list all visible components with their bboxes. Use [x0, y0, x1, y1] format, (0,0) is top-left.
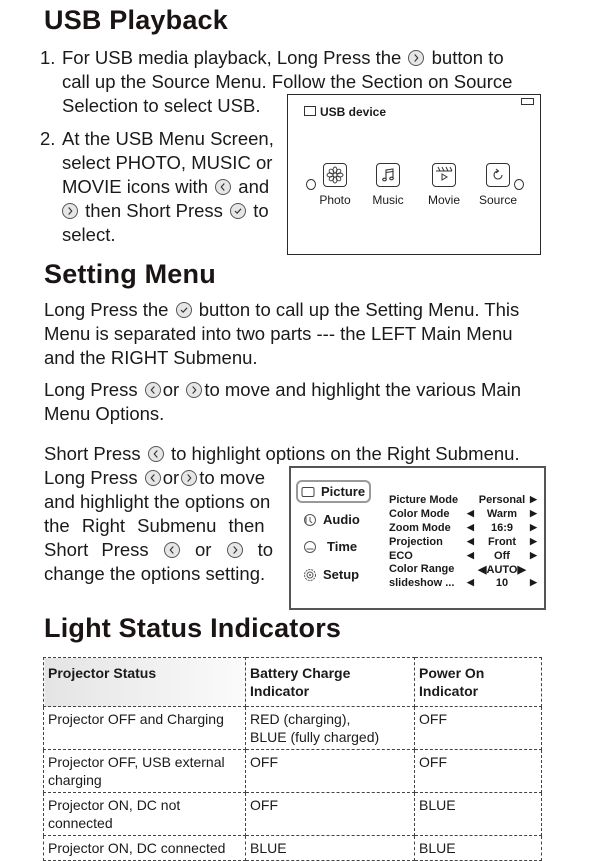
table-row — [44, 793, 542, 836]
usb-item-photo[interactable] — [310, 163, 360, 207]
usb-screen-title-text: USB device — [320, 105, 387, 119]
right-button-icon — [408, 50, 424, 66]
step1-text-a: For USB media playback, Long Press the — [62, 47, 402, 68]
text: to move — [199, 467, 265, 488]
setting-p1-line2: Menu is separated into two parts --- the LEFT Main Menu — [44, 323, 513, 344]
setting-p4-line5: change the options setting. — [44, 563, 266, 584]
header-power-on: Power On Indicator — [415, 658, 542, 707]
clapperboard-icon — [435, 166, 453, 184]
usb-item-label: Photo — [319, 193, 351, 207]
table-header-row — [44, 658, 542, 707]
left-button-icon — [145, 470, 161, 486]
text: Long Press — [44, 379, 138, 400]
cell-power-on: OFF — [415, 750, 542, 793]
submenu-row[interactable] — [389, 522, 539, 535]
step1-number: 1. — [40, 47, 56, 68]
right-arrow-icon[interactable]: ▶ — [530, 508, 537, 518]
submenu-label: Projection — [389, 536, 443, 548]
right-arrow-icon[interactable]: ▶ — [530, 494, 537, 504]
submenu-value: Off — [494, 550, 510, 562]
text: button to call up the Setting Menu. This — [198, 299, 520, 320]
light-status-table — [43, 657, 542, 861]
right-arrow-icon[interactable]: ▶ — [530, 522, 537, 532]
step2-line5: select. — [62, 224, 116, 245]
right-button-icon — [181, 470, 197, 486]
table-row — [44, 707, 542, 750]
text: to — [257, 539, 274, 560]
cell-battery-charge: OFF — [246, 750, 415, 793]
cell-battery-charge: BLUE — [246, 836, 415, 861]
step2-text-b: and — [238, 176, 270, 197]
setting-menu-heading: Setting Menu — [44, 259, 216, 289]
step2-line1: At the USB Menu Screen, — [62, 128, 274, 149]
cell-battery-charge: RED (charging), BLUE (fully charged) — [246, 707, 415, 750]
flower-icon — [326, 166, 344, 184]
right-button-icon — [186, 382, 202, 398]
step2-text-c: then Short Press — [85, 200, 223, 221]
usb-item-label: Movie — [427, 193, 460, 207]
battery-icon — [521, 98, 534, 105]
right-arrow-icon[interactable] — [514, 179, 524, 190]
main-menu-label: Setup — [323, 567, 360, 582]
ok-check-button-icon — [230, 203, 246, 219]
text: or — [194, 539, 212, 560]
usb-item-label: Source — [478, 193, 518, 207]
cell-power-on: BLUE — [415, 793, 542, 836]
submenu-label: Picture Mode — [389, 494, 459, 506]
main-menu-audio[interactable] — [303, 512, 360, 527]
main-menu-time[interactable] — [303, 539, 357, 554]
submenu-row[interactable] — [389, 536, 539, 549]
submenu-value: ◀AUTO▶ — [478, 564, 526, 576]
step2-text-a: MOVIE icons with — [62, 176, 208, 197]
left-button-icon — [145, 382, 161, 398]
left-arrow-icon[interactable]: ◀ — [467, 577, 474, 587]
usb-screen-title — [304, 105, 386, 119]
right-arrow-icon[interactable]: ▶ — [530, 550, 537, 560]
usb-device-icon — [304, 106, 316, 116]
ok-check-button-icon — [176, 302, 192, 318]
source-icon — [489, 166, 507, 184]
usb-device-screen — [287, 94, 541, 255]
text: or — [162, 467, 180, 488]
left-button-icon — [148, 446, 164, 462]
cell-projector-status: Projector ON, DC connected — [44, 836, 246, 861]
step2-number: 2. — [40, 128, 56, 149]
setting-p2-line2: Menu Options. — [44, 403, 165, 424]
table-row — [44, 750, 542, 793]
usb-item-music[interactable] — [363, 163, 413, 207]
text: Long Press — [44, 467, 138, 488]
step2-line3 — [62, 175, 269, 199]
submenu-value: Warm — [486, 508, 518, 520]
submenu-row[interactable] — [389, 577, 539, 590]
setting-p3-line1 — [44, 442, 520, 466]
setting-p4-line4 — [44, 538, 273, 562]
submenu-value: 16:9 — [490, 522, 514, 534]
light-status-heading: Light Status Indicators — [44, 613, 342, 643]
main-menu-label: Picture — [321, 484, 366, 499]
submenu-row[interactable] — [389, 494, 539, 507]
main-menu-label: Audio — [323, 512, 360, 527]
setting-p1-line3: and the RIGHT Submenu. — [44, 347, 258, 368]
usb-item-label: Music — [372, 193, 404, 207]
right-button-icon — [227, 542, 243, 558]
text: Short Press — [44, 539, 149, 560]
right-arrow-icon[interactable]: ▶ — [530, 536, 537, 546]
main-menu-setup[interactable] — [303, 567, 359, 582]
submenu-value: 10 — [495, 577, 509, 589]
cell-battery-charge: OFF — [246, 793, 415, 836]
setting-menu-screen — [289, 466, 546, 610]
submenu-label: Zoom Mode — [389, 522, 451, 534]
cell-power-on: BLUE — [415, 836, 542, 861]
step2-line4 — [60, 199, 269, 223]
text: to move and highlight the various Main — [204, 379, 522, 400]
left-arrow-icon[interactable]: ◀ — [467, 536, 474, 546]
setting-p1-line1 — [44, 298, 519, 322]
step2-text-d: to — [253, 200, 269, 221]
step1-line2: call up the Source Menu. Follow the Section on Source — [62, 71, 513, 92]
submenu-value: Personal — [478, 494, 526, 506]
left-arrow-icon[interactable]: ◀ — [467, 522, 474, 532]
text: Short Press — [44, 443, 141, 464]
header-battery-charge: Battery Charge Indicator — [246, 658, 415, 707]
submenu-label: slideshow ... — [389, 577, 455, 589]
header-projector-status: Projector Status — [44, 658, 246, 707]
setting-p4-line2: and highlight the options on — [44, 491, 271, 512]
submenu-row[interactable] — [389, 563, 539, 576]
left-button-icon — [215, 179, 231, 195]
left-button-icon — [164, 542, 180, 558]
usb-playback-heading: USB Playback — [44, 5, 228, 35]
text: Long Press the — [44, 299, 169, 320]
text: or — [162, 379, 180, 400]
usb-item-movie[interactable] — [419, 163, 469, 207]
setting-p2-line1 — [44, 378, 521, 402]
submenu-row[interactable] — [389, 550, 539, 563]
main-menu-picture[interactable] — [296, 480, 371, 503]
main-menu-label: Time — [327, 539, 358, 554]
step1-line1 — [62, 46, 504, 70]
table-row — [44, 836, 542, 861]
submenu-label: Color Mode — [389, 508, 450, 520]
left-arrow-icon[interactable]: ◀ — [467, 550, 474, 560]
submenu-label: ECO — [389, 550, 413, 562]
gear-icon — [303, 568, 317, 582]
left-arrow-icon[interactable]: ◀ — [467, 508, 474, 518]
setting-p4-line3: the Right Submenu then — [44, 515, 265, 536]
step1-line3: Selection to select USB. — [62, 95, 261, 116]
text: to highlight options on the Right Submenu. — [170, 443, 520, 464]
audio-icon — [303, 513, 317, 527]
cell-projector-status: Projector OFF and Charging — [44, 707, 246, 750]
setting-p4-line1 — [44, 466, 265, 490]
right-button-icon — [62, 203, 78, 219]
right-arrow-icon[interactable]: ▶ — [530, 577, 537, 587]
picture-icon — [301, 486, 315, 498]
submenu-value: Front — [487, 536, 517, 548]
cell-power-on: OFF — [415, 707, 542, 750]
step2-line2: select PHOTO, MUSIC or — [62, 152, 273, 173]
submenu-label: Color Range — [389, 563, 455, 575]
submenu-row[interactable] — [389, 508, 539, 521]
music-note-icon — [379, 166, 397, 184]
step1-text-b: button to — [431, 47, 504, 68]
cell-projector-status: Projector ON, DC not connected — [44, 793, 246, 836]
clock-icon — [303, 540, 317, 554]
cell-projector-status: Projector OFF, USB external charging — [44, 750, 246, 793]
